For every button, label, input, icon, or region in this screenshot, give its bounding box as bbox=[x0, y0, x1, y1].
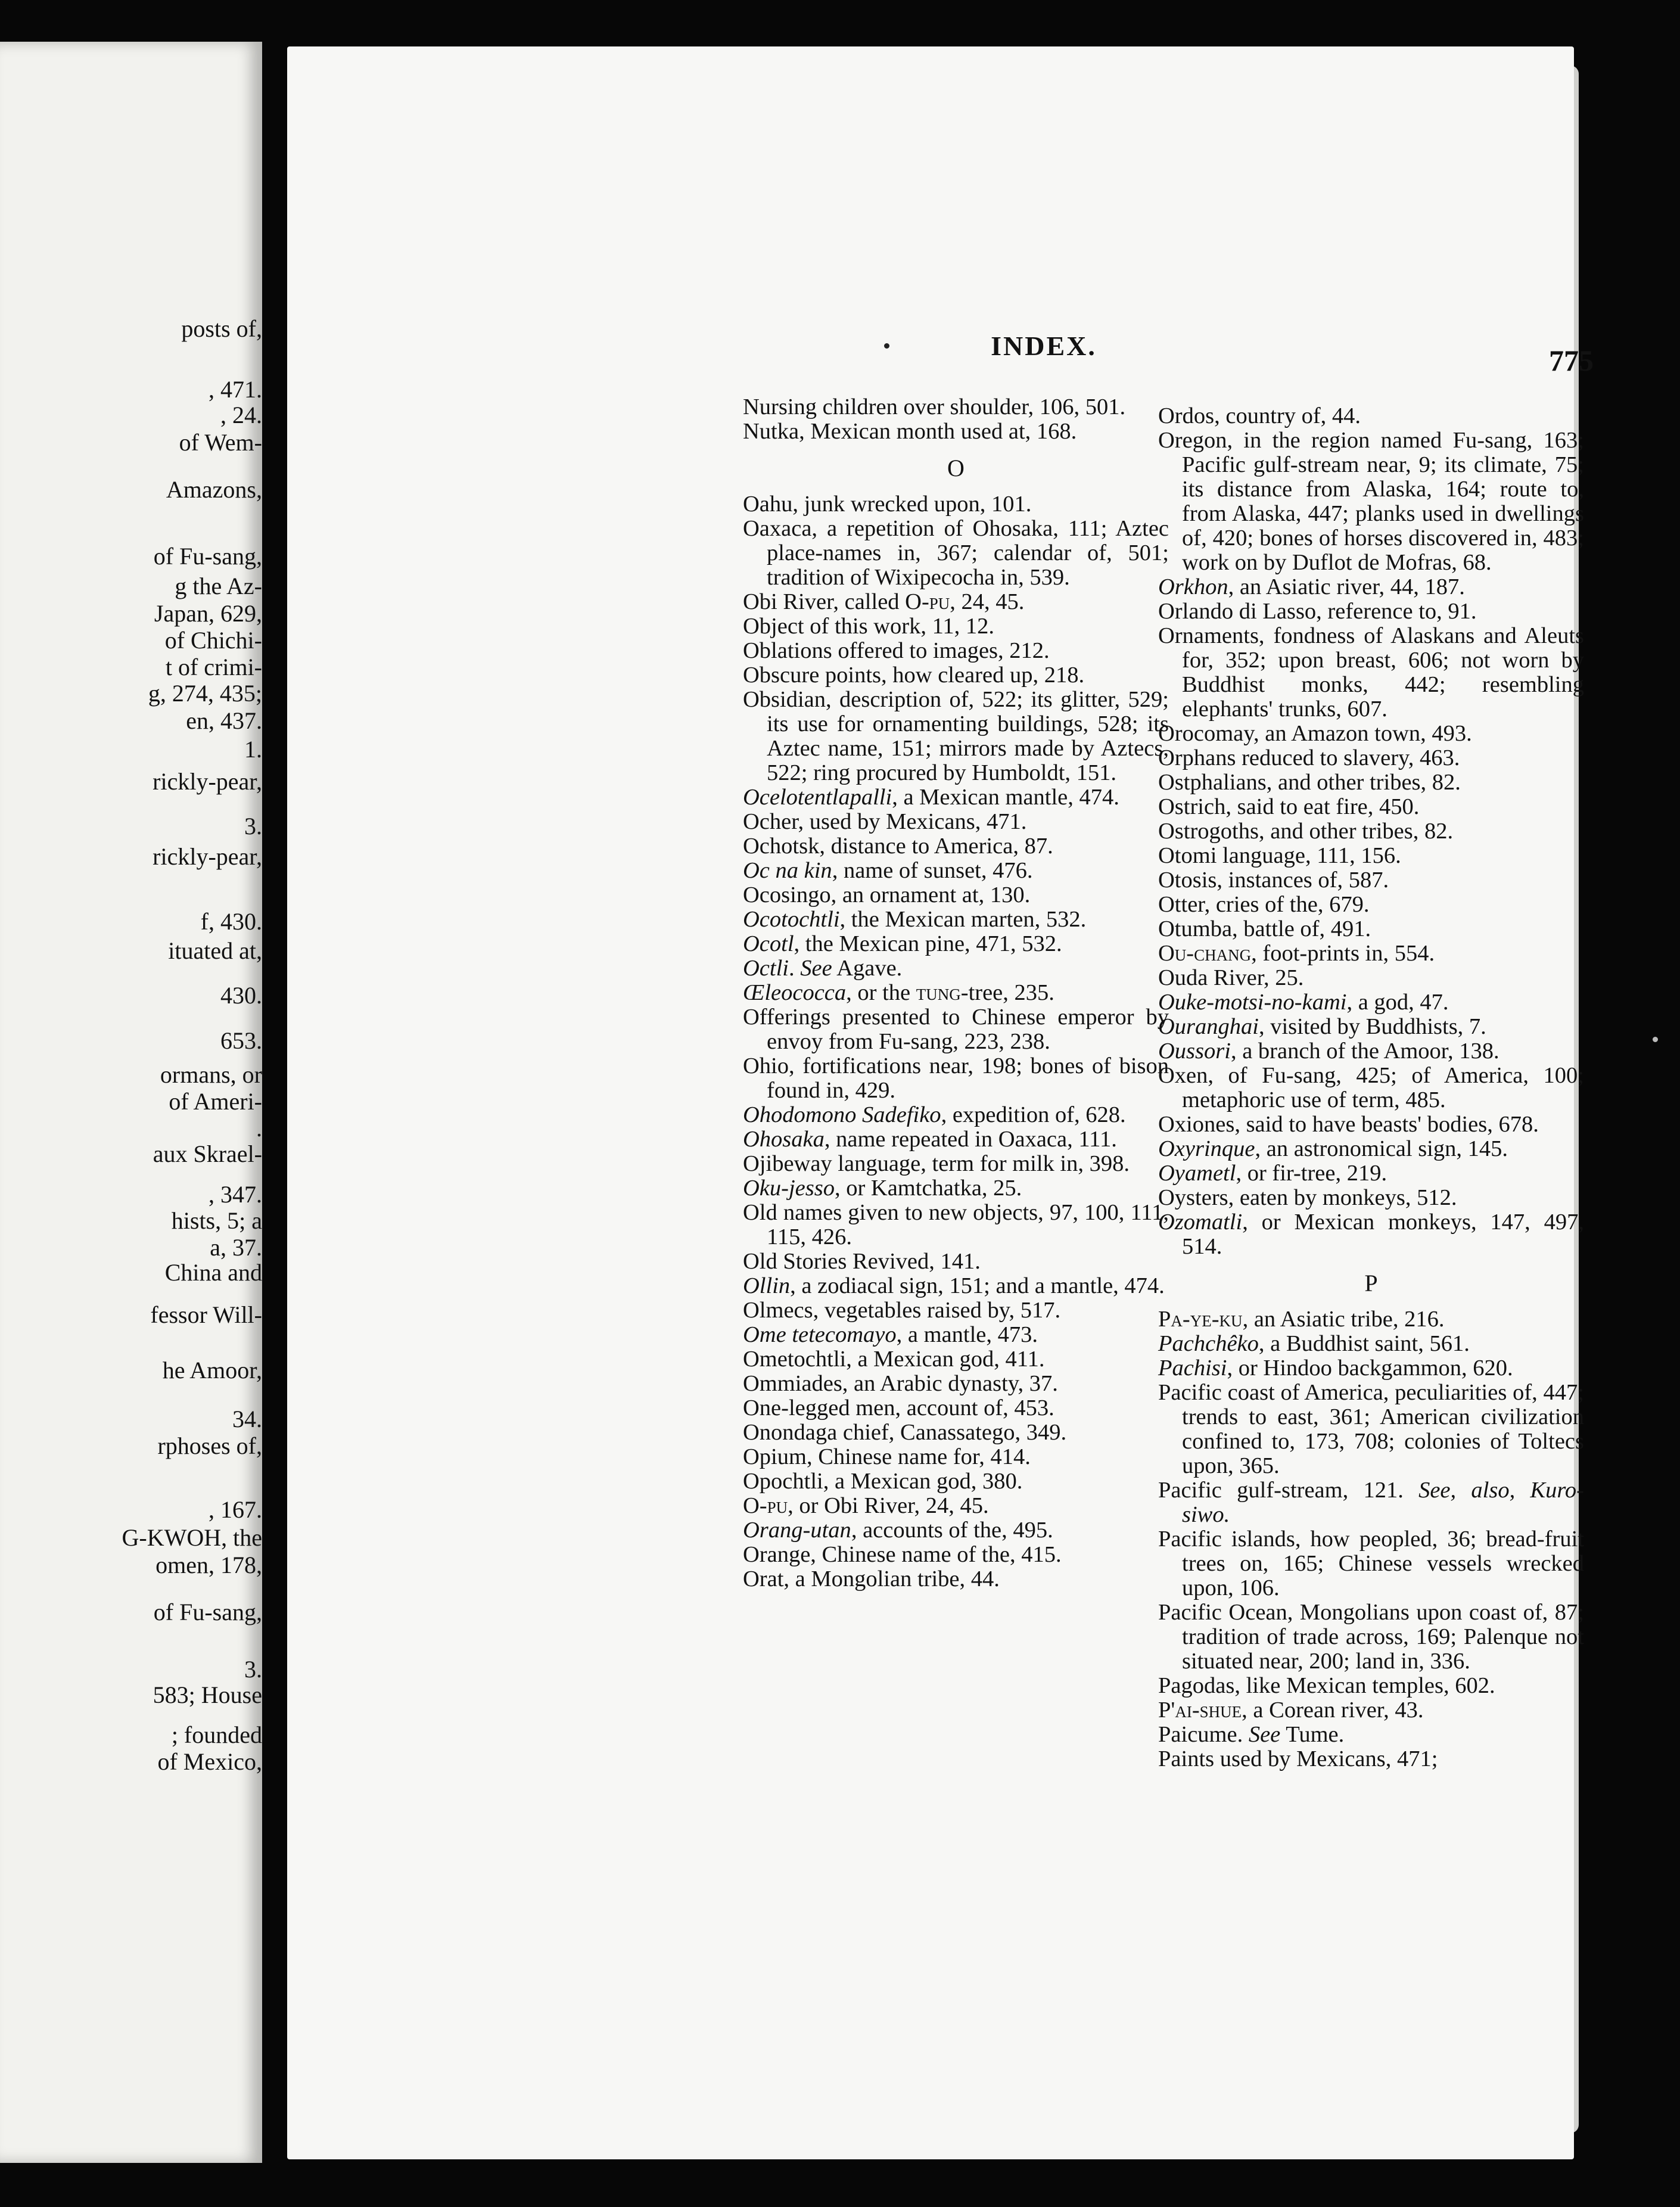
entry-text: , accounts of the, 495. bbox=[851, 1518, 1053, 1543]
index-entry bbox=[743, 663, 1169, 688]
entry-text: Orlando di Lasso, reference to, 91. bbox=[1158, 599, 1477, 624]
entry-italic-text: Ocotl bbox=[743, 931, 794, 956]
previous-page-line: ituated at, bbox=[168, 937, 262, 964]
entry-italic-text: Ozomatli bbox=[1158, 1210, 1243, 1235]
previous-page-line: of Fu-sang, bbox=[153, 543, 262, 570]
previous-page-line: ; founded bbox=[171, 1721, 262, 1748]
index-entry bbox=[743, 1298, 1169, 1323]
index-entry bbox=[743, 614, 1169, 639]
page-title: INDEX. bbox=[991, 331, 1097, 361]
entry-italic-text: Orkhon bbox=[1158, 574, 1228, 599]
index-column-left bbox=[743, 395, 1169, 1591]
entry-text: Oblations offered to images, 212. bbox=[743, 638, 1050, 663]
index-entry bbox=[743, 859, 1169, 883]
page-number: 775 bbox=[1549, 344, 1594, 377]
index-entry bbox=[743, 907, 1169, 932]
entry-italic-text: Ome tetecomayo bbox=[743, 1322, 897, 1347]
entry-italic-text: See bbox=[800, 956, 832, 981]
previous-page-line: f, 430. bbox=[200, 908, 262, 935]
index-entry bbox=[1158, 1161, 1584, 1186]
entry-italic-text: Oc na kin bbox=[743, 858, 832, 883]
entry-text: Agave. bbox=[832, 956, 903, 981]
previous-page-line: of Fu-sang, bbox=[153, 1599, 262, 1625]
entry-italic-text: Orang-utan bbox=[743, 1518, 851, 1543]
entry-smallcaps-text: P'ai-shue bbox=[1158, 1698, 1242, 1723]
entry-text: Ommiades, an Arabic dynasty, 37. bbox=[743, 1371, 1058, 1396]
entry-text: Old Stories Revived, 141. bbox=[743, 1249, 981, 1274]
entry-text: Pacific gulf-stream, 121. bbox=[1158, 1478, 1419, 1503]
index-entry bbox=[743, 981, 1169, 1005]
entry-italic-text: Œleococca bbox=[743, 980, 847, 1005]
previous-page-line: of Mexico, bbox=[157, 1748, 262, 1775]
previous-page-line: fessor Will- bbox=[150, 1301, 262, 1328]
index-entry bbox=[1158, 868, 1584, 893]
previous-page-line: rphoses of, bbox=[157, 1432, 262, 1459]
entry-italic-text: Ocotochtli bbox=[743, 907, 840, 932]
entry-text: , name of sunset, 476. bbox=[832, 858, 1033, 883]
entry-italic-text: Oyametl bbox=[1158, 1161, 1236, 1186]
index-entry bbox=[743, 1469, 1169, 1494]
index-entry bbox=[1158, 624, 1584, 722]
index-entry bbox=[743, 395, 1169, 419]
entry-text: , the Mexican pine, 471, 532. bbox=[794, 931, 1062, 956]
entry-text: , a Mexican mantle, 474. bbox=[892, 785, 1119, 810]
entry-text: Pacific Ocean, Mongolians upon coast of, 87; tradition of trade across, 169; Palenque not situated near, 200; land in, 336. bbox=[1158, 1600, 1584, 1674]
entry-text: , foot-prints in, 554. bbox=[1251, 941, 1435, 966]
entry-text: , an Asiatic tribe, 216. bbox=[1242, 1307, 1445, 1332]
index-entry bbox=[743, 1420, 1169, 1445]
index-entry bbox=[743, 492, 1169, 517]
section-letter: P bbox=[1364, 1270, 1378, 1297]
entry-text: Obscure points, how cleared up, 218. bbox=[743, 663, 1085, 688]
entry-text: , an astronomical sign, 145. bbox=[1255, 1136, 1508, 1161]
previous-page-line: 583; House bbox=[153, 1681, 262, 1708]
index-entry bbox=[1158, 1307, 1584, 1332]
entry-text: Old names given to new objects, 97, 100, 111, 115, 426. bbox=[743, 1200, 1169, 1249]
index-entry bbox=[743, 1127, 1169, 1152]
entry-text: Offerings presented to Chinese emperor by envoy from Fu-sang, 223, 238. bbox=[743, 1005, 1169, 1054]
entry-text: , or Hindoo backgammon, 620. bbox=[1227, 1356, 1513, 1381]
index-entry bbox=[743, 1445, 1169, 1469]
previous-page-line: of Wem- bbox=[179, 429, 262, 456]
index-entry bbox=[743, 883, 1169, 907]
index-entry bbox=[1158, 1356, 1584, 1381]
previous-page-line: , 167. bbox=[209, 1496, 262, 1523]
index-entry bbox=[1158, 966, 1584, 990]
previous-page-line: 34. bbox=[232, 1406, 262, 1432]
entry-text: , a Buddhist saint, 561. bbox=[1258, 1331, 1470, 1356]
index-entry bbox=[743, 1494, 1169, 1518]
previous-page-line: Amazons, bbox=[166, 476, 262, 503]
entry-text: Ornaments, fondness of Alaskans and Aleuts for, 352; upon breast, 606; not worn by Buddhist monks, 442; resembling elephants' trunks, 607. bbox=[1158, 623, 1584, 722]
index-entry bbox=[1158, 428, 1584, 575]
previous-page-line: ormans, or bbox=[160, 1061, 262, 1088]
entry-text: , or Kamtchatka, 25. bbox=[834, 1176, 1022, 1201]
entry-text: Pagodas, like Mexican temples, 602. bbox=[1158, 1673, 1495, 1698]
entry-text: Ometochtli, a Mexican god, 411. bbox=[743, 1347, 1045, 1372]
entry-italic-text: Ohosaka bbox=[743, 1127, 825, 1152]
index-entry bbox=[743, 1249, 1169, 1274]
entry-text: Oxen, of Fu-sang, 425; of America, 100; metaphoric use of term, 485. bbox=[1158, 1063, 1584, 1112]
index-entry bbox=[1158, 1112, 1584, 1137]
entry-text: , 24, 45. bbox=[950, 589, 1025, 614]
entry-text: Otosis, instances of, 587. bbox=[1158, 868, 1389, 893]
entry-text: Oahu, junk wrecked upon, 101. bbox=[743, 492, 1032, 517]
entry-text: One-legged men, account of, 453. bbox=[743, 1395, 1054, 1420]
index-entry bbox=[1158, 819, 1584, 844]
previous-page-line: hists, 5; a bbox=[171, 1207, 262, 1234]
index-entry bbox=[743, 956, 1169, 981]
entry-text: Orat, a Mongolian tribe, 44. bbox=[743, 1566, 1000, 1591]
index-entry bbox=[743, 1372, 1169, 1396]
index-entry bbox=[1158, 1674, 1584, 1698]
entry-text: Ochotsk, distance to America, 87. bbox=[743, 834, 1053, 859]
entry-text: Oregon, in the region named Fu-sang, 163; Pacific gulf-stream near, 9; its climate, 75; its distance from Alaska, 164; route to, from Alaska, 447; planks used in dwellings of, 420; bones of horses discovered in, 483; work on by Duflot de Mofras, 68. bbox=[1158, 428, 1584, 575]
entry-text: Pacific islands, how peopled, 36; bread-fruit trees on, 165; Chinese vessels wrecked upon, 106. bbox=[1158, 1527, 1584, 1600]
entry-text: Ouda River, 25. bbox=[1158, 965, 1304, 990]
index-entry bbox=[743, 1054, 1169, 1103]
index-entry bbox=[743, 834, 1169, 859]
entry-text: . bbox=[788, 956, 801, 981]
entry-text: , a Corean river, 43. bbox=[1242, 1698, 1424, 1723]
entry-text: Nutka, Mexican month used at, 168. bbox=[743, 419, 1077, 444]
previous-page-line: g the Az- bbox=[175, 573, 262, 599]
index-entry bbox=[743, 1396, 1169, 1420]
entry-text: , a zodiacal sign, 151; and a mantle, 474. bbox=[790, 1273, 1165, 1298]
entry-text: -tree, 235. bbox=[960, 980, 1054, 1005]
entry-text: Orange, Chinese name of the, 415. bbox=[743, 1542, 1062, 1567]
index-entry bbox=[1158, 722, 1584, 746]
entry-text: , or fir-tree, 219. bbox=[1236, 1161, 1387, 1186]
entry-text: Oysters, eaten by monkeys, 512. bbox=[1158, 1185, 1457, 1210]
previous-page-line: of Chichi- bbox=[164, 627, 262, 654]
previous-page bbox=[0, 42, 262, 2163]
entry-text: Ostrich, said to eat fire, 450. bbox=[1158, 794, 1420, 819]
entry-text: , a branch of the Amoor, 138. bbox=[1230, 1039, 1499, 1064]
index-entry bbox=[1158, 990, 1584, 1015]
entry-italic-text: Octli bbox=[743, 956, 789, 981]
entry-text: , a mantle, 473. bbox=[896, 1322, 1038, 1347]
index-entry bbox=[743, 419, 1169, 444]
index-entry bbox=[1158, 575, 1584, 599]
previous-page-line: a, 37. bbox=[210, 1234, 262, 1261]
previous-page-text bbox=[0, 42, 262, 2163]
previous-page-line: en, 437. bbox=[186, 707, 262, 734]
entry-text: Ocosingo, an ornament at, 130. bbox=[743, 882, 1031, 907]
index-entry bbox=[743, 1176, 1169, 1201]
entry-text: Onondaga chief, Canassatego, 349. bbox=[743, 1420, 1067, 1445]
index-entry bbox=[1158, 1698, 1584, 1723]
index-entry bbox=[743, 1103, 1169, 1127]
entry-text: Paicume. bbox=[1158, 1722, 1249, 1747]
entry-smallcaps-text: pu bbox=[767, 1493, 788, 1518]
index-entry bbox=[743, 1152, 1169, 1176]
index-entry bbox=[1158, 1015, 1584, 1039]
entry-text: Ohio, fortifications near, 198; bones of bison found in, 429. bbox=[743, 1053, 1169, 1103]
index-entry bbox=[1158, 844, 1584, 868]
entry-text: , the Mexican marten, 532. bbox=[839, 907, 1087, 932]
index-entry bbox=[743, 517, 1169, 590]
entry-text: P bbox=[1158, 1307, 1171, 1332]
previous-page-line: 653. bbox=[220, 1027, 262, 1054]
index-entry bbox=[743, 590, 1169, 614]
index-entry bbox=[1158, 1039, 1584, 1064]
previous-page-line: , 471. bbox=[209, 376, 262, 403]
entry-italic-text: Ouranghai bbox=[1158, 1014, 1259, 1039]
index-entry bbox=[743, 1323, 1169, 1347]
index-entry bbox=[743, 932, 1169, 956]
previous-page-line: aux Skrael- bbox=[153, 1140, 262, 1167]
index-entry bbox=[743, 785, 1169, 810]
entry-text: , name repeated in Oaxaca, 111. bbox=[824, 1127, 1117, 1152]
index-entry bbox=[743, 688, 1169, 785]
index-entry bbox=[1158, 795, 1584, 819]
index-entry bbox=[1158, 1210, 1584, 1259]
previous-page-line: 3. bbox=[244, 813, 262, 840]
index-entry bbox=[1158, 1723, 1584, 1747]
previous-page-line: rickly-pear, bbox=[153, 768, 262, 795]
entry-italic-text: Ohodomono Sadefiko bbox=[743, 1102, 941, 1127]
index-entry bbox=[743, 810, 1169, 834]
entry-text: , an Asiatic river, 44, 187. bbox=[1228, 574, 1465, 599]
index-entry bbox=[1158, 1137, 1584, 1161]
entry-smallcaps-text: Ou-chang bbox=[1158, 941, 1252, 966]
index-entry bbox=[743, 1274, 1169, 1298]
index-entry bbox=[743, 1518, 1169, 1543]
index-entry bbox=[1158, 746, 1584, 770]
index-entry bbox=[1158, 1478, 1584, 1527]
index-entry bbox=[1158, 1747, 1584, 1771]
entry-text: Oxiones, said to have beasts' bodies, 678. bbox=[1158, 1112, 1539, 1137]
entry-text: Pacific coast of America, peculiarities of, 447; trends to east, 361; American civilization confined to, 173, 708; colonies of Toltecs upon, 365. bbox=[1158, 1380, 1584, 1478]
previous-page-line: g, 274, 435; bbox=[148, 680, 262, 707]
entry-italic-text: See, also, Kuro-siwo. bbox=[1182, 1478, 1584, 1527]
entry-smallcaps-text: pu bbox=[929, 589, 950, 614]
entry-text: , or Obi River, 24, 45. bbox=[788, 1493, 989, 1518]
entry-text: Opium, Chinese name for, 414. bbox=[743, 1444, 1031, 1469]
index-entry bbox=[1158, 893, 1584, 917]
entry-text: , or the bbox=[846, 980, 916, 1005]
entry-text: Opochtli, a Mexican god, 380. bbox=[743, 1469, 1023, 1494]
entry-text: Paints used by Mexicans, 471; bbox=[1158, 1746, 1438, 1771]
index-entry bbox=[1158, 917, 1584, 941]
entry-text: Obsidian, description of, 522; its glitter, 529; its use for ornamenting buildings, 528; its Aztec name, 151; mirrors made by Aztecs, 522; ring procured by Humboldt, 151. bbox=[743, 687, 1169, 785]
entry-italic-text: Ollin bbox=[743, 1273, 791, 1298]
section-letter: O bbox=[947, 455, 965, 481]
entry-text: Tume. bbox=[1280, 1722, 1345, 1747]
index-entry bbox=[1158, 1600, 1584, 1674]
entry-text: Orocomay, an Amazon town, 493. bbox=[1158, 721, 1472, 746]
entry-smallcaps-text: a-ye-ku bbox=[1171, 1307, 1243, 1332]
index-entry bbox=[743, 1201, 1169, 1249]
index-entry bbox=[743, 639, 1169, 663]
previous-page-line: omen, 178, bbox=[155, 1552, 262, 1578]
index-entry bbox=[1158, 599, 1584, 624]
previous-page-line: rickly-pear, bbox=[153, 843, 262, 870]
entry-text: Otumba, battle of, 491. bbox=[1158, 916, 1371, 941]
entry-italic-text: Oussori bbox=[1158, 1039, 1231, 1064]
previous-page-line: , 24. bbox=[220, 402, 262, 428]
entry-italic-text: Pachchêko bbox=[1158, 1331, 1259, 1356]
entry-text: Ostphalians, and other tribes, 82. bbox=[1158, 770, 1461, 795]
entry-text: Otter, cries of the, 679. bbox=[1158, 892, 1370, 917]
index-entry bbox=[1158, 1332, 1584, 1356]
previous-page-line: 3. bbox=[244, 1656, 262, 1683]
entry-italic-text: Oku-jesso bbox=[743, 1176, 835, 1201]
entry-italic-text: See bbox=[1248, 1722, 1281, 1747]
previous-page-line: of Ameri- bbox=[169, 1088, 262, 1115]
index-entry bbox=[1158, 1064, 1584, 1112]
previous-page-line: China and bbox=[164, 1259, 262, 1286]
entry-text: , or Mexican monkeys, 147, 497, 514. bbox=[1182, 1210, 1584, 1259]
entry-text: , a god, 47. bbox=[1346, 990, 1449, 1015]
previous-page-line: he Amoor, bbox=[162, 1357, 262, 1384]
entry-text: Ostrogoths, and other tribes, 82. bbox=[1158, 819, 1454, 844]
entry-italic-text: Oxyrinque bbox=[1158, 1136, 1255, 1161]
entry-text: Olmecs, vegetables raised by, 517. bbox=[743, 1298, 1061, 1323]
previous-page-line: . bbox=[256, 1115, 262, 1142]
index-entry bbox=[743, 1005, 1169, 1054]
index-page bbox=[287, 46, 1594, 2159]
index-entry bbox=[1158, 1186, 1584, 1210]
entry-text: Ojibeway language, term for milk in, 398. bbox=[743, 1151, 1130, 1176]
entry-italic-text: Pachisi bbox=[1158, 1356, 1227, 1381]
index-entry bbox=[1158, 941, 1584, 966]
previous-page-line: , 347. bbox=[209, 1181, 262, 1208]
index-column-right bbox=[1158, 404, 1584, 1771]
scan-speck bbox=[1653, 1037, 1658, 1042]
entry-text: Otomi language, 111, 156. bbox=[1158, 843, 1401, 868]
entry-smallcaps-text: tung bbox=[916, 980, 961, 1005]
entry-text: Object of this work, 11, 12. bbox=[743, 614, 995, 639]
entry-text: Nursing children over shoulder, 106, 501. bbox=[743, 394, 1126, 419]
entry-text: O- bbox=[743, 1493, 767, 1518]
previous-page-line: Japan, 629, bbox=[154, 600, 262, 627]
index-entry bbox=[743, 1543, 1169, 1567]
entry-text: , expedition of, 628. bbox=[941, 1102, 1126, 1127]
previous-page-line: t of crimi- bbox=[165, 654, 262, 680]
entry-text: , visited by Buddhists, 7. bbox=[1258, 1014, 1486, 1039]
index-entry bbox=[1158, 1381, 1584, 1478]
previous-page-line: 430. bbox=[220, 982, 262, 1009]
entry-italic-text: Ocelotentlapalli bbox=[743, 785, 892, 810]
previous-page-line: G-KWOH, the bbox=[122, 1524, 262, 1551]
previous-page-line: posts of, bbox=[181, 315, 262, 342]
entry-text: Obi River, called O- bbox=[743, 589, 929, 614]
entry-text: Oaxaca, a repetition of Ohosaka, 111; Aztec place-names in, 367; calendar of, 501; tradition of Wixipecocha in, 539. bbox=[743, 516, 1169, 590]
index-entry bbox=[1158, 1527, 1584, 1600]
entry-text: Ocher, used by Mexicans, 471. bbox=[743, 809, 1027, 834]
entry-italic-text: Ouke-motsi-no-kami bbox=[1158, 990, 1347, 1015]
index-entry bbox=[743, 1347, 1169, 1372]
index-entry bbox=[1158, 770, 1584, 795]
previous-page-line: 1. bbox=[244, 736, 262, 763]
entry-text: Ordos, country of, 44. bbox=[1158, 403, 1361, 428]
index-entry bbox=[743, 1567, 1169, 1591]
index-entry bbox=[1158, 404, 1584, 428]
entry-text: Orphans reduced to slavery, 463. bbox=[1158, 745, 1460, 770]
